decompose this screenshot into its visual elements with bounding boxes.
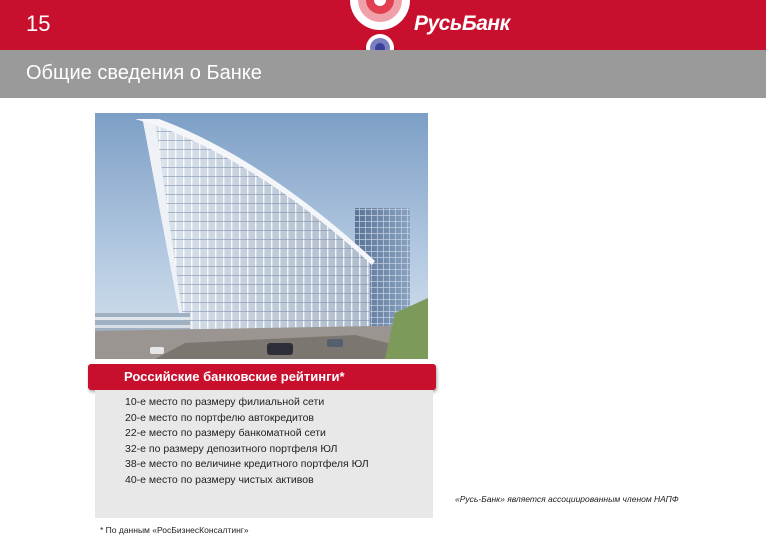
rating-item: 38-е место по величине кредитного портфеля ЮЛ	[125, 458, 369, 471]
rating-item: 10-е место по размеру филиальной сети	[125, 396, 325, 408]
ratings-title: Российские банковские рейтинги*	[124, 369, 345, 384]
napf-membership-note: «Русь-Банк» является ассоциированным членом НАПФ	[455, 494, 679, 504]
page-title: Общие сведения о Банке	[26, 62, 262, 84]
source-footnote: * По данным «РосБизнесКонсалтинг»	[100, 525, 249, 535]
header-bar	[0, 0, 766, 50]
section-bar	[0, 50, 766, 98]
ratings-list	[125, 395, 369, 489]
rating-item: 20-е место по портфелю автокредитов	[125, 411, 314, 424]
ratings-header	[88, 364, 436, 390]
slide-number: 15	[26, 11, 51, 36]
ratings-panel	[95, 390, 433, 518]
building-illustration	[95, 113, 428, 359]
building-photo	[95, 113, 428, 359]
brand-name: РусьБанк	[414, 12, 510, 35]
rating-item: 22-е место по размеру банкоматной сети	[125, 427, 326, 440]
rating-item: 32-е по размеру депозитного портфеля ЮЛ	[125, 442, 338, 455]
rating-item: 40-е место по размеру чистых активов	[125, 473, 314, 486]
